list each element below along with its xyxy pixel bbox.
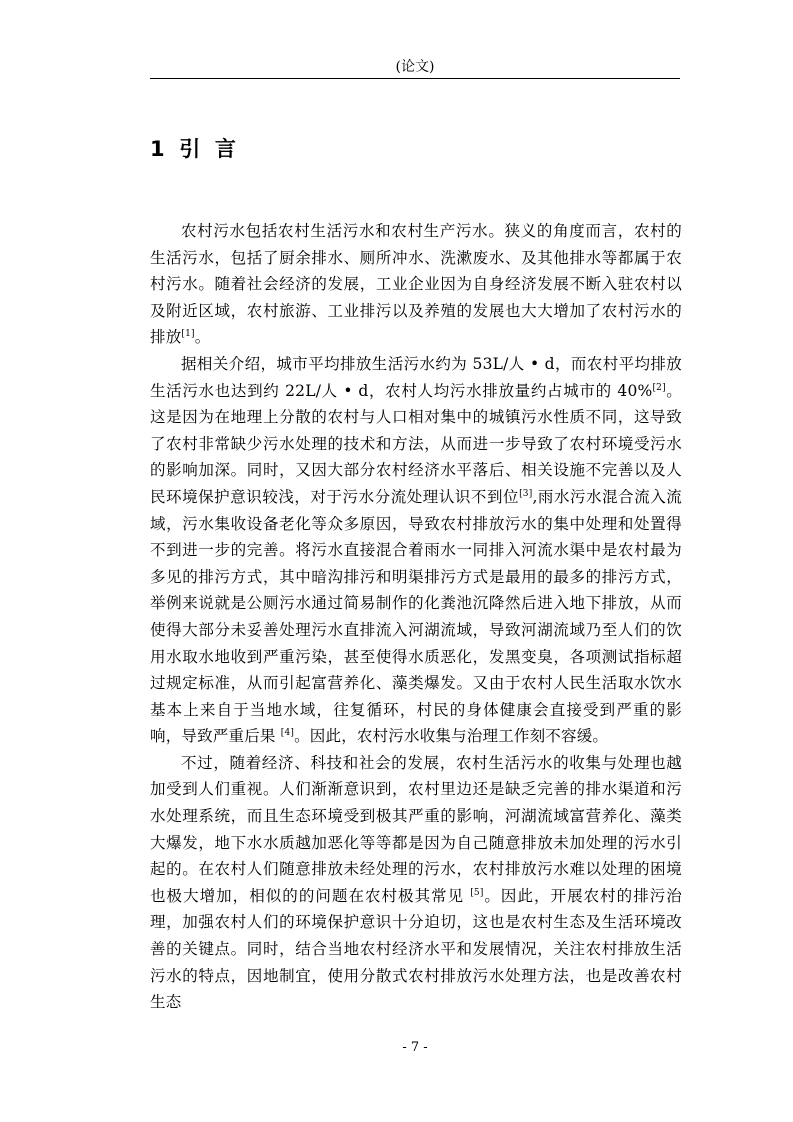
paragraph-text: ,雨水污水混合流入流域，污水集收设备老化等众多原因，导致农村排放污水的集中处理和处置得不到进一步的完善。将污水直接混合着雨水一同排入河流水渠中是农村最为多见的排污方式，其中暗沟排污和明渠排污方式是最用的最多的排污方式，举例来说就是公厕污水通过简易制作的化粪池沉降然后进入地下排放，从而使得大部分未妥善处理污水直排流入河湖流域，导致河湖流域乃至人们的饮用水取水地收到严重污染，甚至使得水质恶化，发黑变臭，各项测试指标超过规定标准，从而引起富营养化、藻类爆发。又由于农村人民生活取水饮水基本上来自于当地水域，往复循环，村民的身体健康会直接受到严重的影响，导致严重后果 bbox=[150, 487, 682, 746]
body-text bbox=[150, 218, 682, 1016]
paragraph-text: 不过，随着经济、科技和社会的发展，农村生活污水的收集与处理也越加受到人们重视。人们渐渐意识到，农村里边还是缺乏完善的排水渠道和污水处理系统，而且生态环境受到极其严重的影响，河湖流域富营养化、藻类大爆发，地下水水质越加恶化等等都是因为自己随意排放未加处理的污水引起的。在农村人们随意排放未经处理的污水，农村排放污水难以处理的困境也极大增加，相似的的问题在农村极其常见 bbox=[150, 753, 682, 905]
paragraph-text: 。这是因为在地理上分散的农村与人口相对集中的城镇污水性质不同，这导致了农村非常缺少污水处理的技术和方法，从而进一步导致了农村环境受污水的影响加深。同时，又因大部分农村经济水平落后、相关设施不完善以及人民环境保护意识较浅，对于污水分流处理认识不到位 bbox=[150, 381, 682, 506]
paragraph-1 bbox=[150, 218, 682, 351]
header-divider bbox=[150, 78, 680, 79]
citation-marker: [4] bbox=[280, 728, 295, 739]
citation-marker: [3] bbox=[519, 488, 533, 499]
paragraph-text: 。 bbox=[194, 328, 211, 347]
citation-marker: [2] bbox=[652, 382, 666, 393]
paragraph-3 bbox=[150, 750, 682, 1016]
paragraph-text: 。因此，农村污水收集与治理工作刻不容缓。 bbox=[294, 727, 609, 746]
page-number: - 7 - bbox=[402, 1040, 428, 1055]
citation-marker: [5] bbox=[470, 887, 484, 898]
running-header: (论文) bbox=[395, 59, 435, 75]
paragraph-text: 。因此，开展农村的排污治理，加强农村人们的环境保护意识十分迫切，这也是农村生态及生活环境改善的关键点。同时，结合当地农村经济水平和发展情况，关注农村排放生活污水的特点，因地制宜，使用分散式农村排放污水处理方法，也是改善农村生态 bbox=[150, 886, 682, 1012]
citation-marker: [1] bbox=[181, 329, 195, 340]
paragraph-text: 农村污水包括农村生活污水和农村生产污水。狭义的角度而言，农村的生活污水，包括了厨余排水、厕所冲水、洗漱废水、及其他排水等都属于农村污水。随着社会经济的发展，工业企业因为自身经济发展不断入驻农村以及附近区域，农村旅游、工业排污以及养殖的发展也大大增加了农村污水的排放 bbox=[150, 222, 682, 347]
section-heading: 1 引 言 bbox=[150, 137, 236, 161]
paragraph-2 bbox=[150, 351, 682, 750]
paragraph-text: 据相关介绍，城市平均排放生活污水约为 53L/人 • d，而农村平均排放生活污水也达到约 22L/人 • d，农村人均污水排放量约占城市的 40% bbox=[150, 354, 682, 400]
